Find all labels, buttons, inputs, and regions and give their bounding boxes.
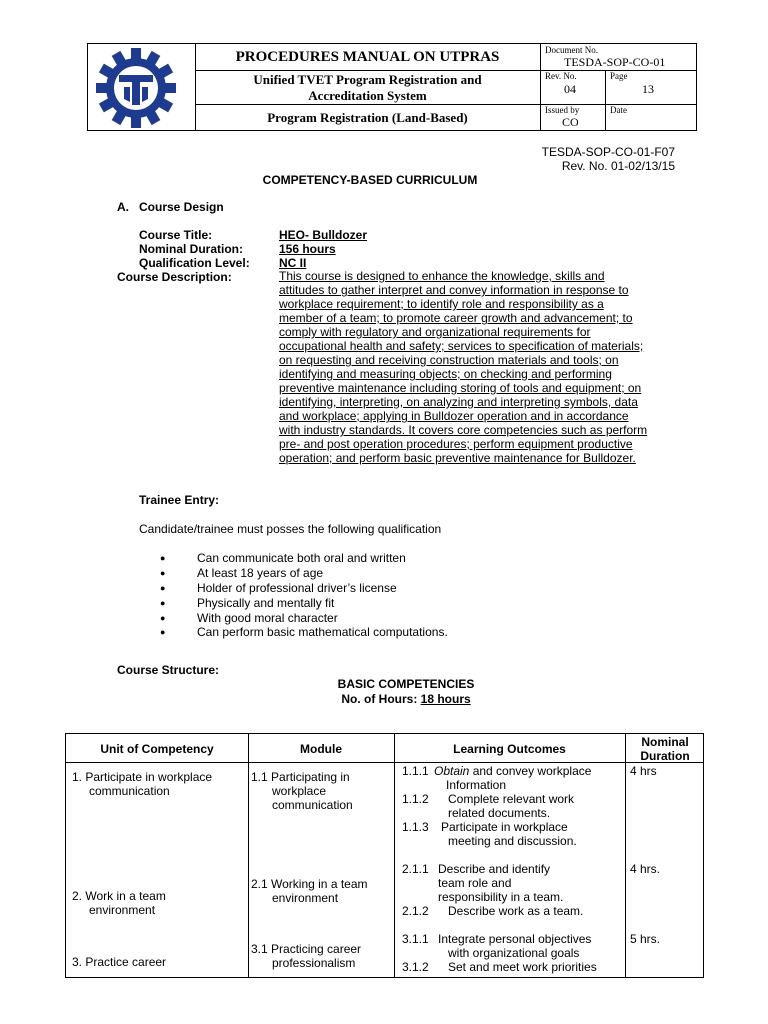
list-item: At least 18 years of age bbox=[197, 566, 324, 580]
section-title: Course Design bbox=[139, 200, 224, 214]
header-subtitle-line: Unified TVET Program Registration and bbox=[253, 72, 482, 87]
bullet-icon: ● bbox=[160, 583, 166, 593]
issued-value: CO bbox=[562, 115, 579, 129]
unit-cell: 3. Practice career bbox=[72, 955, 167, 969]
date-label: Date bbox=[610, 105, 627, 115]
outcome-cell: Complete relevant work bbox=[448, 792, 575, 806]
bullet-icon: ● bbox=[160, 553, 166, 563]
table-divider bbox=[625, 734, 626, 977]
issued-label: Issued by bbox=[545, 105, 580, 115]
col-header-unit: Unit of Competency bbox=[100, 742, 214, 756]
document-title: COMPETENCY-BASED CURRICULUM bbox=[262, 173, 478, 187]
hours-value: 18 hours bbox=[420, 692, 471, 706]
header-divider bbox=[195, 104, 540, 105]
nominal-duration-label: Nominal Duration: bbox=[139, 242, 243, 256]
hours-line bbox=[0, 692, 768, 706]
bullet-icon: ● bbox=[160, 613, 166, 623]
description-line: identifying and measuring objects; on checking and performing bbox=[279, 367, 612, 381]
trainee-entry-label: Trainee Entry: bbox=[139, 493, 220, 507]
form-revision: Rev. No. 01-02/13/15 bbox=[561, 159, 675, 173]
outcome-cell: related documents. bbox=[448, 806, 551, 820]
module-cell: 3.1 Practicing career bbox=[251, 942, 362, 956]
rev-label: Rev. No. bbox=[545, 71, 577, 81]
document-header bbox=[87, 43, 697, 131]
description-line: comply with regulatory and organizational requirements for bbox=[279, 325, 591, 339]
module-cell: 2.1 Working in a team bbox=[251, 877, 368, 891]
outcome-cell: Set and meet work priorities bbox=[448, 960, 597, 974]
outcome-number: 1.1.2 bbox=[402, 792, 429, 806]
bullet-icon: ● bbox=[160, 627, 166, 637]
nominal-duration-value: 156 hours bbox=[279, 242, 336, 256]
outcome-text: and convey workplace bbox=[469, 764, 592, 778]
unit-cell: 1. Participate in workplace bbox=[72, 770, 213, 784]
outcome-number: 2.1.2 bbox=[402, 904, 429, 918]
outcome-cell: Describe work as a team. bbox=[448, 904, 584, 918]
header-subtitle-line: Accreditation System bbox=[308, 88, 427, 103]
bullet-icon: ● bbox=[160, 598, 166, 608]
module-cell: workplace bbox=[272, 784, 327, 798]
qualification-value: NC II bbox=[279, 256, 307, 270]
description-line: member of a team; to promote career growth and advancement; to bbox=[279, 311, 633, 325]
outcome-number: 1.1.1 bbox=[402, 764, 429, 778]
outcome-cell: meeting and discussion. bbox=[448, 834, 577, 848]
list-item: With good moral character bbox=[197, 611, 338, 625]
outcome-emphasis: Obtain bbox=[434, 764, 470, 778]
tesda-logo-icon bbox=[94, 47, 178, 129]
qualification-label: Qualification Level: bbox=[139, 256, 250, 270]
col-header-module: Module bbox=[300, 742, 342, 756]
description-line: and workplace; applying in Bulldozer operation and in accordance bbox=[279, 409, 629, 423]
list-item: Can perform basic mathematical computations. bbox=[197, 625, 448, 639]
duration-cell: 4 hrs bbox=[630, 764, 657, 778]
table-divider bbox=[248, 734, 249, 977]
course-description-label: Course Description: bbox=[117, 270, 232, 284]
module-cell: communication bbox=[272, 798, 353, 812]
outcome-cell: Describe and identify bbox=[438, 862, 551, 876]
header-subtitle bbox=[195, 72, 540, 104]
list-item: Holder of professional driver’s license bbox=[197, 581, 397, 595]
outcome-number: 2.1.1 bbox=[402, 862, 429, 876]
outcome-cell: Integrate personal objectives bbox=[438, 932, 592, 946]
module-cell: professionalism bbox=[272, 956, 356, 970]
outcome-number: 3.1.1 bbox=[402, 932, 429, 946]
module-cell: environment bbox=[272, 891, 339, 905]
col-header-outcomes: Learning Outcomes bbox=[453, 742, 566, 756]
rev-value: 04 bbox=[564, 82, 576, 96]
trainee-intro: Candidate/trainee must posses the following qualification bbox=[139, 522, 442, 536]
page-label: Page bbox=[610, 71, 628, 81]
duration-cell: 5 hrs. bbox=[630, 932, 661, 946]
hours-label: No. of Hours: bbox=[341, 692, 421, 706]
list-item: Can communicate both oral and written bbox=[197, 551, 406, 565]
header-divider bbox=[605, 70, 606, 130]
outcome-cell: Participate in workplace bbox=[441, 820, 568, 834]
section-letter: A. bbox=[117, 200, 129, 214]
module-cell: 1.1 Participating in bbox=[251, 770, 350, 784]
list-item: Physically and mentally fit bbox=[197, 596, 335, 610]
header-divider bbox=[195, 70, 540, 71]
description-line: preventive maintenance including storing of tools and equipment; on bbox=[279, 381, 642, 395]
course-structure-label: Course Structure: bbox=[117, 663, 220, 677]
page-value: 13 bbox=[642, 82, 654, 96]
description-line: pre- and post operation procedures; perform equipment productive bbox=[279, 437, 633, 451]
form-code: TESDA-SOP-CO-01-F07 bbox=[541, 145, 675, 159]
header-program: Program Registration (Land-Based) bbox=[267, 110, 468, 125]
description-line: occupational health and safety; services to specification of materials; bbox=[279, 339, 644, 353]
table-divider bbox=[66, 762, 703, 763]
col-header-duration-line: Nominal bbox=[641, 735, 689, 749]
outcome-cell: Information bbox=[446, 778, 507, 792]
col-header-duration bbox=[625, 735, 705, 763]
course-title-label: Course Title: bbox=[139, 228, 213, 242]
basic-competencies-title: BASIC COMPETENCIES bbox=[337, 677, 475, 691]
description-line: operation; and perform basic preventive maintenance for Bulldozer. bbox=[279, 451, 636, 465]
outcome-number: 1.1.3 bbox=[402, 820, 429, 834]
unit-cell: 2. Work in a team bbox=[72, 889, 166, 903]
description-line: attitudes to gather interpret and convey information in response to bbox=[279, 283, 629, 297]
outcome-cell bbox=[434, 764, 591, 778]
description-line: on requesting and receiving construction materials and tools; on bbox=[279, 353, 619, 367]
col-header-duration-line: Duration bbox=[640, 749, 690, 763]
doc-no-label: Document No. bbox=[545, 45, 598, 55]
outcome-cell: team role and bbox=[438, 876, 512, 890]
unit-cell: environment bbox=[89, 903, 156, 917]
competency-table bbox=[65, 733, 704, 978]
description-line: workplace requirement; to identify role and responsibility as a bbox=[279, 297, 604, 311]
duration-cell: 4 hrs. bbox=[630, 862, 661, 876]
outcome-cell: responsibility in a team. bbox=[438, 890, 564, 904]
course-title-value: HEO- Bulldozer bbox=[279, 228, 368, 242]
description-line: with industry standards. It covers core competencies such as perform bbox=[279, 423, 648, 437]
unit-cell: communication bbox=[89, 784, 170, 798]
outcome-cell: with organizational goals bbox=[448, 946, 580, 960]
bullet-icon: ● bbox=[160, 568, 166, 578]
header-divider bbox=[540, 44, 541, 130]
table-divider bbox=[394, 734, 395, 977]
doc-no-value: TESDA-SOP-CO-01 bbox=[564, 55, 666, 69]
header-title: PROCEDURES MANUAL ON UTPRAS bbox=[235, 49, 500, 65]
description-line: identifying, interpreting, on analyzing and interpreting symbols, data bbox=[279, 395, 638, 409]
outcome-number: 3.1.2 bbox=[402, 960, 429, 974]
description-line: This course is designed to enhance the knowledge, skills and bbox=[279, 269, 605, 283]
